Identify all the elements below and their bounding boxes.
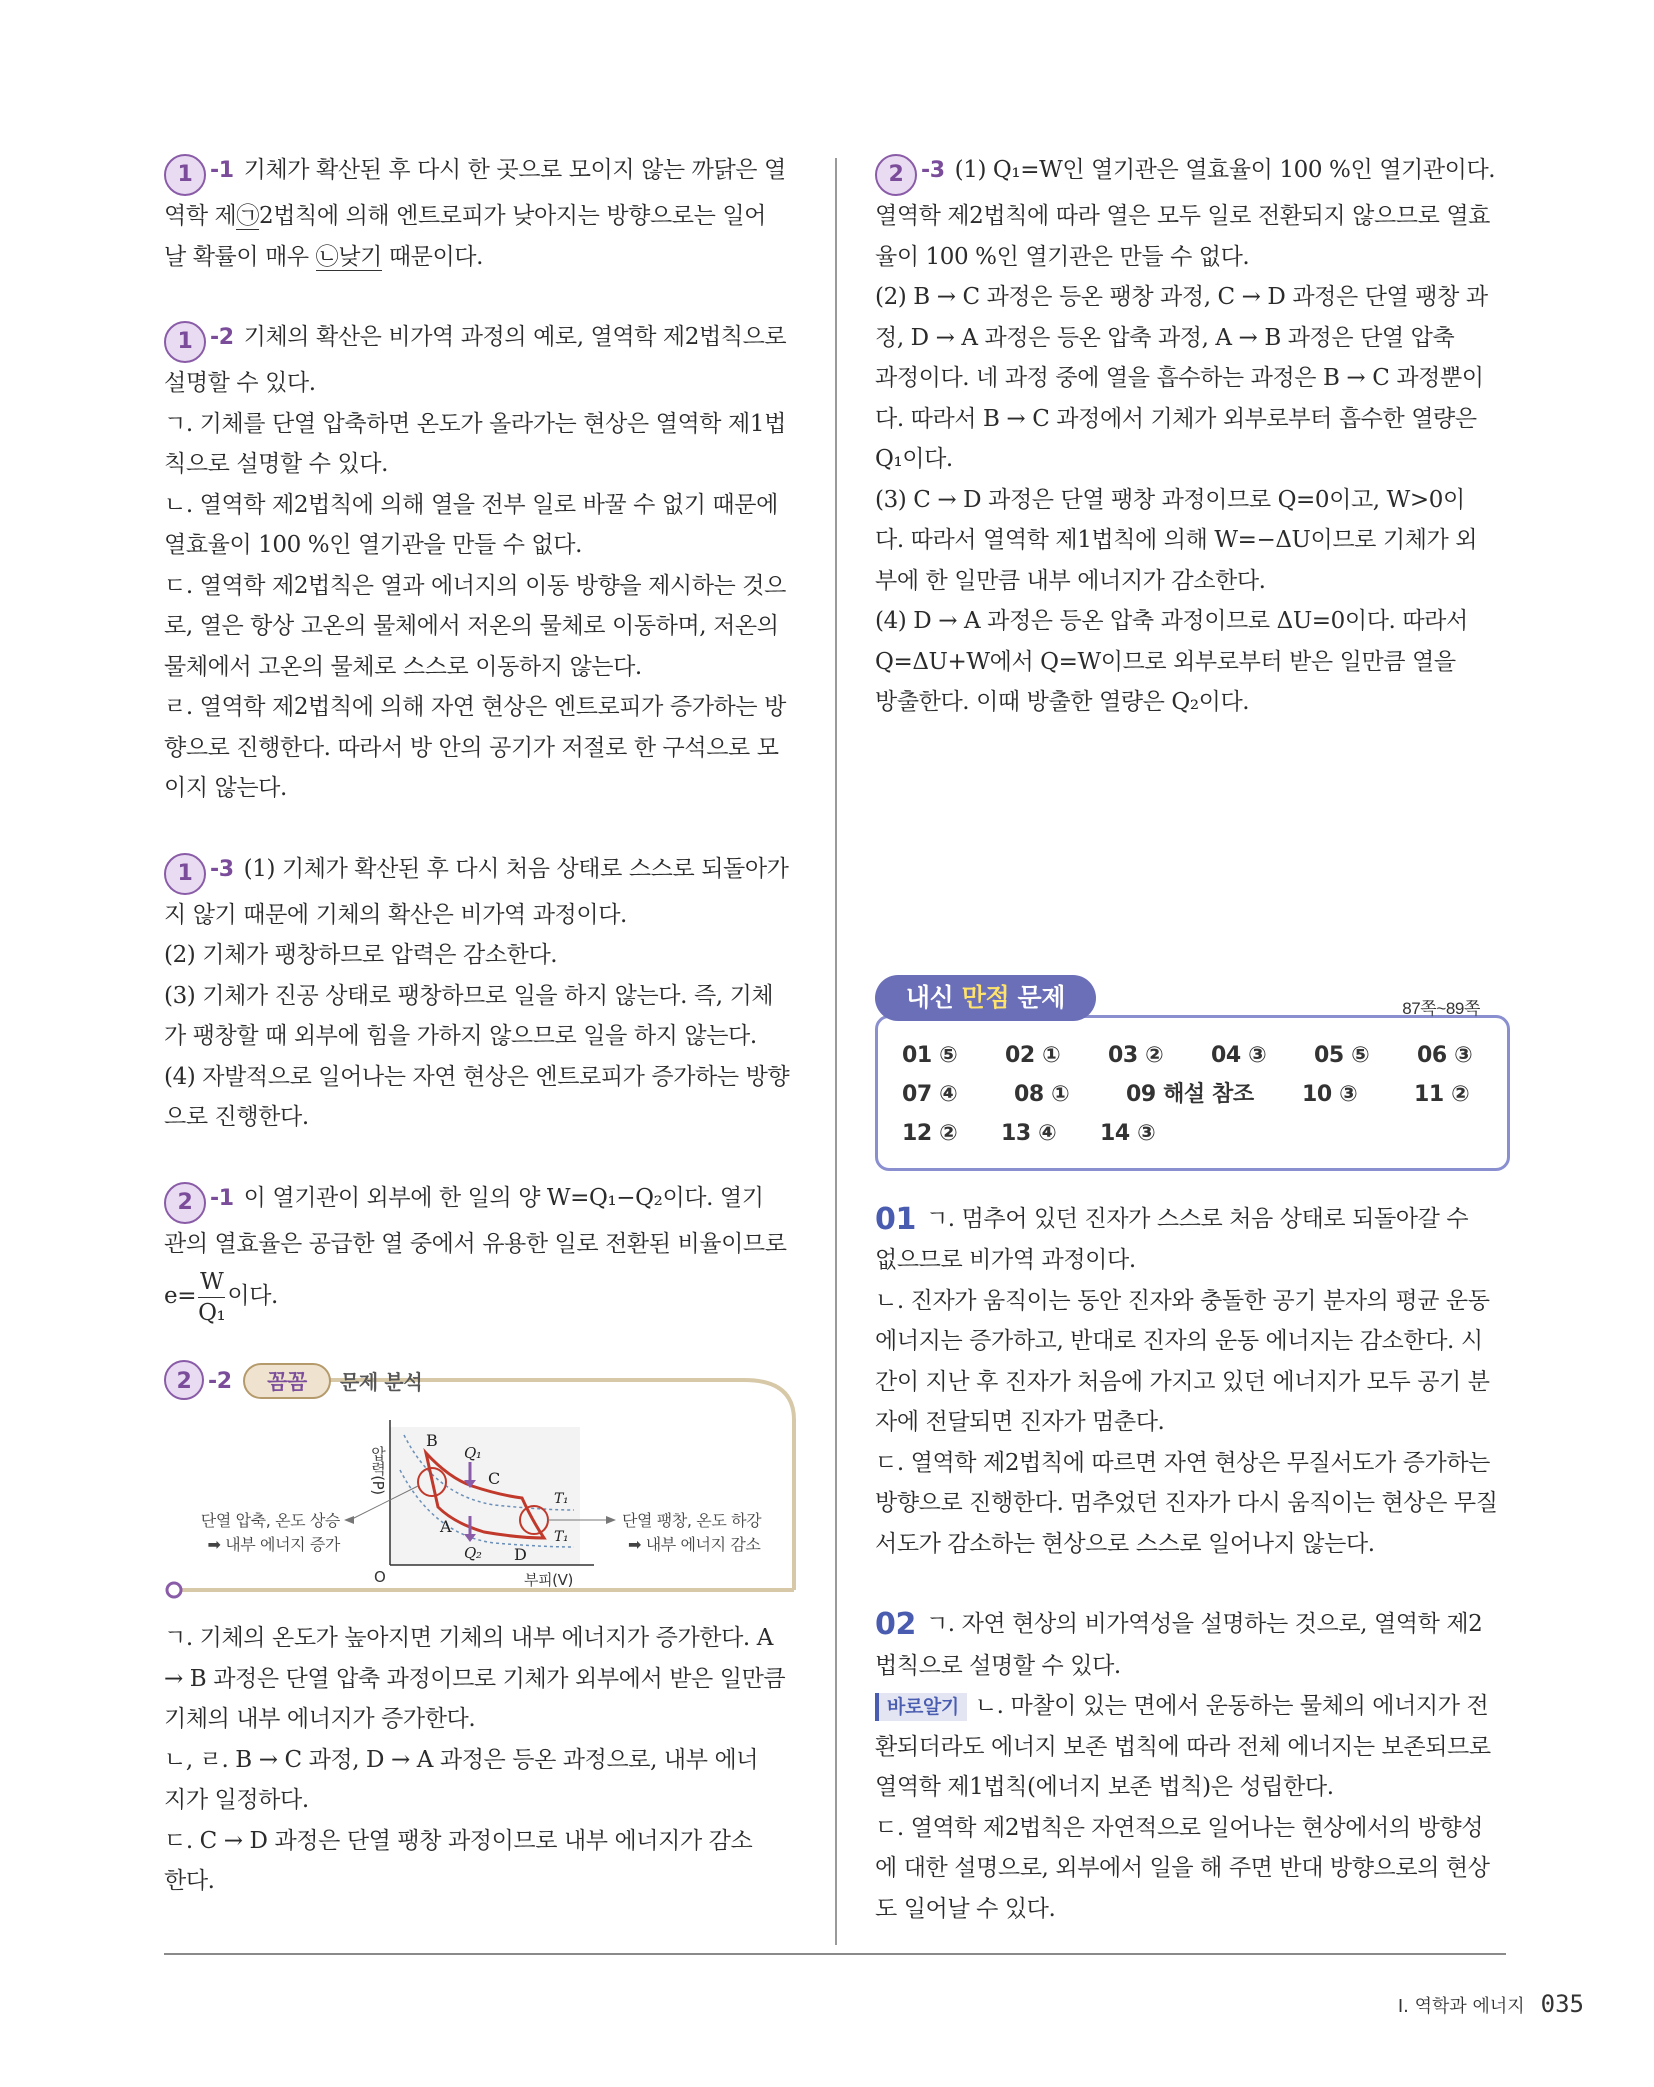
text-line: ㄹ. 열역학 제2법칙에 의해 자연 현상은 엔트로피가 증가하는 방 (164, 694, 786, 720)
text-line: 도 일어날 수 있다. (875, 1895, 1056, 1922)
chapter-title: Ⅰ. 역학과 에너지 (1397, 1996, 1525, 2017)
explanation-2-1 (164, 1178, 796, 1329)
text-line: 에너지는 증가하고, 반대로 진자의 운동 에너지는 감소한다. 시 (875, 1328, 1483, 1354)
text-line: 물체에서 고온의 물체로 스스로 이동하지 않는다. (164, 653, 642, 680)
text-line: 향으로 진행한다. 따라서 방 안의 공기가 저절로 한 구석으로 모 (164, 734, 779, 761)
text-line: Q=ΔU+W에서 Q=W이므로 외부로부터 받은 일만큼 열을 (875, 648, 1456, 675)
text-line: 지가 일정하다. (164, 1787, 309, 1813)
internal-energy-decrease-note: ➡ 내부 에너지 감소 (628, 1535, 761, 1554)
sub-number: -1 (210, 158, 234, 183)
equation-lhs: e= (164, 1283, 197, 1309)
text-line: ㄱ. 기체를 단열 압축하면 온도가 올라가는 현상은 열역학 제1법 (164, 410, 786, 437)
answer-item: 08 ① (1014, 1081, 1070, 1107)
text-line: ㄴ. 마찰이 있는 면에서 운동하는 물체의 에너지가 전 (974, 1693, 1489, 1719)
problem-number-badge: 1 (164, 154, 206, 196)
explanation-02 (875, 1604, 1510, 1929)
isotherm-upper-label: T₁ (554, 1491, 569, 1507)
correction-tag: 바로알기 (875, 1693, 967, 1721)
sub-number: -1 (210, 1185, 234, 1211)
text-line: ㄴ. 진자가 움직이는 동안 진자와 충돌한 공기 분자의 평균 운동 (875, 1287, 1490, 1314)
text-line: 지 않기 때문에 기체의 확산은 비가역 과정이다. (164, 901, 627, 928)
text-line: (1) 기체가 확산된 후 다시 처음 상태로 스스로 되돌아가 (243, 855, 789, 882)
right-column (875, 150, 1510, 1929)
text-line: 2법칙에 의해 엔트로피가 낮아지는 방향으로는 일어 (258, 203, 766, 229)
answer-item: 04 ③ (1211, 1042, 1267, 1068)
answer-row (902, 1114, 1487, 1153)
text-line: 관의 열효율은 공급한 열 중에서 유용한 일로 전환된 비율이므로 (164, 1230, 787, 1257)
answer-item: 03 ② (1108, 1042, 1164, 1068)
answer-item: 13 ④ (1001, 1120, 1057, 1146)
answer-panel (875, 1015, 1510, 1171)
text-line: → B 과정은 단열 압축 과정이므로 기체가 외부에서 받은 일만큼 (164, 1665, 786, 1692)
answer-item: 10 ③ (1302, 1081, 1358, 1107)
answer-item: 05 ⑤ (1314, 1042, 1370, 1068)
answer-key-box (875, 975, 1510, 1175)
explanation-2-2 (164, 1618, 796, 1902)
text-line: ㄱ. 멈추어 있던 진자가 스스로 처음 상태로 되돌아갈 수 (925, 1205, 1469, 1232)
title-highlight: 만점 (961, 982, 1010, 1012)
problem-number-badge: 2 (875, 154, 917, 196)
panel-sub-number: -2 (208, 1369, 232, 1394)
question-number: 02 (875, 1607, 916, 1642)
answer-item: 02 ① (1005, 1042, 1061, 1068)
marker-a: ㉠ (236, 203, 259, 229)
explanation-1-1 (164, 150, 796, 277)
text-line: ㄷ. 열역학 제2법칙은 자연적으로 일어나는 현상에서의 방향성 (875, 1814, 1484, 1841)
text-line: (4) 자발적으로 일어나는 자연 현상은 엔트로피가 증가하는 방향 (164, 1063, 790, 1090)
text-line: 으로 진행한다. (164, 1104, 309, 1130)
text-line: 칙으로 설명할 수 있다. (164, 451, 389, 477)
heat-out-label: Q₂ (464, 1544, 482, 1562)
text-line: ㄱ. 기체의 온도가 높아지면 기체의 내부 에너지가 증가한다. A (164, 1625, 773, 1651)
answer-row (902, 1036, 1487, 1075)
text-line: ㄷ. 열역학 제2법칙에 따르면 자연 현상은 무질서도가 증가하는 (875, 1449, 1490, 1476)
left-column (164, 150, 796, 1902)
x-axis-label: 부피(V) (524, 1571, 573, 1589)
heat-in-label: Q₁ (464, 1444, 482, 1462)
answer-item: 07 ④ (902, 1081, 958, 1107)
text-line: 기체가 확산된 후 다시 한 곳으로 모이지 않는 까닭은 열 (243, 157, 786, 183)
text-line: 법칙으로 설명할 수 있다. (875, 1652, 1121, 1679)
text-line: 날 확률이 매우 (164, 243, 316, 270)
text-line: 역학 제 (164, 203, 237, 229)
text-line: (4) D → A 과정은 등온 압축 과정이므로 ΔU=0이다. 따라서 (875, 608, 1468, 634)
isotherm-lower-label: T₁ (554, 1529, 569, 1545)
answer-item: 09 해설 참조 (1126, 1081, 1254, 1107)
text-line: 에 대한 설명으로, 외부에서 일을 해 주면 반대 방향으로의 현상 (875, 1855, 1490, 1881)
text-line: 과정이다. 네 과정 중에 열을 흡수하는 과정은 B → C 과정뿐이 (875, 365, 1484, 391)
text-line: 가 팽창할 때 외부에 힘을 가하지 않으므로 일을 하지 않는다. (164, 1023, 757, 1049)
analysis-panel-2-2 (164, 1360, 792, 1610)
kkomkkom-badge: 꼼꼼 (267, 1370, 307, 1394)
text-line: 서도가 감소하는 현상으로 스스로 일어나지 않는다. (875, 1530, 1375, 1557)
efficiency-equation (164, 1264, 796, 1328)
text-line: 자에 전달되면 진자가 멈춘다. (875, 1409, 1165, 1435)
text-line: (2) 기체가 팽창하므로 압력은 감소한다. (164, 942, 558, 968)
answer-item: 01 ⑤ (902, 1042, 958, 1068)
sub-number: -2 (210, 325, 234, 350)
problem-number-badge: 1 (164, 853, 206, 895)
text-line: 이 열기관이 외부에 한 일의 양 W=Q₁−Q₂이다. 열기 (243, 1184, 764, 1211)
answer-row (902, 1075, 1487, 1114)
text-line: 때문이다. (381, 243, 484, 270)
text-line: 로, 열은 항상 고온의 물체에서 저온의 물체로 이동하며, 저온의 (164, 613, 779, 639)
point-label-b: B (426, 1431, 438, 1450)
text-line: (2) B → C 과정은 등온 팽창 과정, C → D 과정은 단열 팽창 과 (875, 284, 1488, 310)
answer-item: 12 ② (902, 1120, 958, 1146)
text-line: 방향으로 진행한다. 멈추었던 진자가 다시 움직이는 현상은 무질 (875, 1490, 1498, 1516)
text-line: ㄷ. C → D 과정은 단열 팽창 과정이므로 내부 에너지가 감소 (164, 1827, 753, 1854)
origin-label: O (374, 1568, 386, 1586)
text-line: 기체의 내부 에너지가 증가한다. (164, 1706, 476, 1732)
y-axis-label: 압력(P) (369, 1446, 387, 1495)
fraction-numerator: W (198, 1267, 225, 1298)
text-line: 다. 따라서 B → C 과정에서 기체가 외부로부터 흡수한 열량은 (875, 405, 1477, 432)
text-line: Q₁이다. (875, 446, 953, 472)
marker-b: ㉡ (315, 243, 339, 270)
internal-energy-increase-note: ➡ 내부 에너지 증가 (207, 1535, 340, 1554)
text-line: 설명할 수 있다. (164, 370, 316, 396)
title-part: 문제 (1009, 982, 1066, 1012)
answer-grid (902, 1036, 1487, 1153)
text-line: (3) 기체가 진공 상태로 팽창하므로 일을 하지 않는다. 즉, 기체 (164, 982, 774, 1009)
badge-title: 문제 분석 (340, 1370, 423, 1394)
equation-tail: 이다. (227, 1283, 278, 1309)
answer-key-title (875, 975, 1096, 1021)
text-line: 이지 않는다. (164, 775, 287, 801)
page-footer (1398, 1990, 1584, 2018)
page-number: 035 (1540, 1990, 1584, 2018)
text-line: 없으므로 비가역 과정이다. (875, 1247, 1136, 1273)
adiabatic-compression-note: 단열 압축, 온도 상승 (200, 1511, 340, 1530)
answer-item: 14 ③ (1100, 1120, 1156, 1146)
answer-word: 낮기 (338, 243, 382, 270)
problem-number-badge: 1 (164, 321, 206, 363)
text-line: 율이 100 %인 열기관은 만들 수 없다. (875, 243, 1250, 270)
point-label-d: D (514, 1545, 527, 1564)
text-line: (3) C → D 과정은 단열 팽창 과정이므로 Q=0이고, W>0이 (875, 486, 1465, 513)
text-line: ㄴ, ㄹ. B → C 과정, D → A 과정은 등온 과정으로, 내부 에너 (164, 1746, 759, 1773)
answer-item: 11 ② (1414, 1081, 1470, 1107)
answer-item: 06 ③ (1417, 1042, 1473, 1068)
title-part: 내신 (905, 982, 962, 1012)
sub-number: -3 (921, 158, 945, 183)
panel-number: 2 (176, 1369, 192, 1394)
question-number: 01 (875, 1201, 916, 1237)
text-line: 열역학 제2법칙에 따라 열은 모두 일로 전환되지 않으므로 열효 (875, 203, 1490, 229)
text-line: 정, D → A 과정은 등온 압축 과정, A → B 과정은 단열 압축 (875, 324, 1455, 351)
text-line: 열효율이 100 %인 열기관을 만들 수 없다. (164, 532, 582, 558)
point-label-a: A (440, 1517, 452, 1536)
text-line: 방출한다. 이때 방출한 열량은 Q₂이다. (875, 689, 1250, 715)
text-line: ㄷ. 열역학 제2법칙은 열과 에너지의 이동 방향을 제시하는 것으 (164, 572, 786, 599)
text-line: 간이 지난 후 진자가 처음에 가지고 있던 에너지가 모두 공기 분 (875, 1368, 1490, 1395)
bottom-rule (164, 1953, 1506, 1955)
explanation-1-3 (164, 849, 796, 1138)
text-line: 열역학 제1법칙(에너지 보존 법칙)은 성립한다. (875, 1774, 1334, 1800)
explanation-1-2 (164, 317, 796, 809)
adiabatic-expansion-note: 단열 팽창, 온도 하강 (622, 1511, 762, 1530)
explanation-01 (875, 1199, 1510, 1565)
text-line: 한다. (164, 1868, 215, 1894)
text-line: (1) Q₁=W인 열기관은 열효율이 100 %인 열기관이다. (954, 157, 1496, 183)
explanation-2-3 (875, 150, 1510, 723)
column-divider (835, 158, 837, 1945)
text-line: 환되더라도 에너지 보존 법칙에 따라 전체 에너지는 보존되므로 (875, 1733, 1491, 1760)
pv-diagram (164, 1360, 796, 1610)
fraction-denominator: Q₁ (198, 1299, 226, 1326)
problem-number-badge: 2 (164, 1182, 206, 1224)
text-line: ㄴ. 열역학 제2법칙에 의해 열을 전부 일로 바꿀 수 없기 때문에 (164, 491, 778, 518)
point-label-c: C (488, 1469, 500, 1488)
page-range: 87쪽~89쪽 (1402, 998, 1480, 1018)
text-line: 부에 한 일만큼 내부 에너지가 감소한다. (875, 567, 1266, 594)
sub-number: -3 (210, 856, 234, 882)
text-line: 기체의 확산은 비가역 과정의 예로, 열역학 제2법칙으로 (243, 324, 787, 350)
text-line: ㄱ. 자연 현상의 비가역성을 설명하는 것으로, 열역학 제2 (925, 1611, 1483, 1637)
blank-marker-a (236, 203, 259, 230)
text-line: 다. 따라서 열역학 제1법칙에 의해 W=−ΔU이므로 기체가 외 (875, 527, 1478, 553)
fraction (198, 1267, 225, 1328)
blank-marker-b (316, 244, 382, 271)
